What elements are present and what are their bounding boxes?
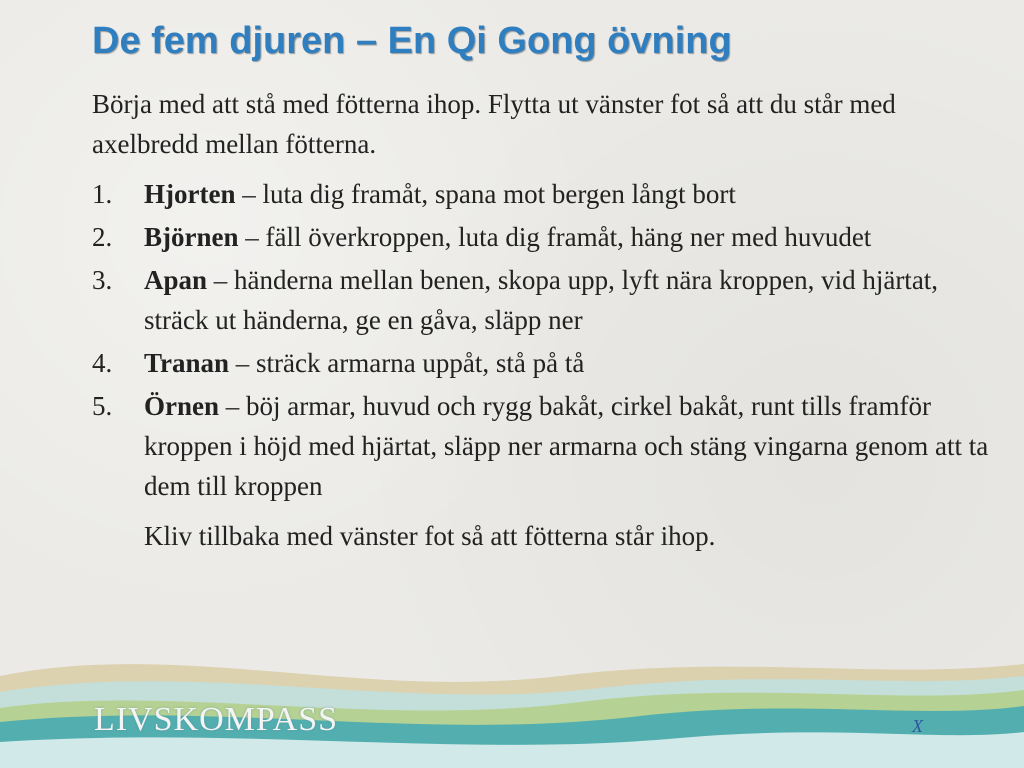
list-item	[92, 217, 1002, 257]
step-name: Örnen	[144, 391, 220, 421]
livskompass-logo: LIVSKOMPASS	[94, 701, 339, 738]
list-item	[92, 174, 1002, 214]
slide-title: De fem djuren – En Qi Gong övning	[92, 20, 732, 62]
step-text: – luta dig framåt, spana mot bergen långt bort	[235, 179, 736, 209]
step-text: – sträck armarna uppåt, stå på tå	[229, 348, 585, 378]
intro-paragraph: Börja med att stå med fötterna ihop. Flytta ut vänster fot så att du står med axelbredd mellan fötterna.	[92, 89, 896, 159]
step-name: Tranan	[144, 348, 230, 378]
step-name: Björnen	[144, 222, 239, 252]
list-item	[92, 343, 1002, 383]
step-number: 2.	[92, 222, 113, 252]
step-text: – fäll överkroppen, luta dig framåt, häng ner med huvudet	[238, 222, 872, 252]
steps-list	[92, 174, 1002, 506]
step-text: – händerna mellan benen, skopa upp, lyft nära kroppen, vid hjärtat, sträck ut händerna, ge en gåva, släpp ner	[144, 265, 939, 335]
list-item	[92, 386, 1002, 506]
outro-paragraph: Kliv tillbaka med vänster fot så att fötterna står ihop.	[144, 521, 716, 551]
step-number: 1.	[92, 179, 113, 209]
step-name: Hjorten	[144, 179, 236, 209]
step-number: 3.	[92, 265, 113, 295]
slide-body	[92, 84, 1002, 556]
step-number: 4.	[92, 348, 113, 378]
list-item	[92, 260, 1002, 340]
step-number: 5.	[92, 391, 113, 421]
step-text: – böj armar, huvud och rygg bakåt, cirkel bakåt, runt tills framför kroppen i höjd med hjärtat, släpp ner armarna och stäng vingarna genom att ta dem till kroppen	[144, 391, 989, 501]
step-name: Apan	[144, 265, 208, 295]
page-mark: X	[912, 716, 923, 736]
